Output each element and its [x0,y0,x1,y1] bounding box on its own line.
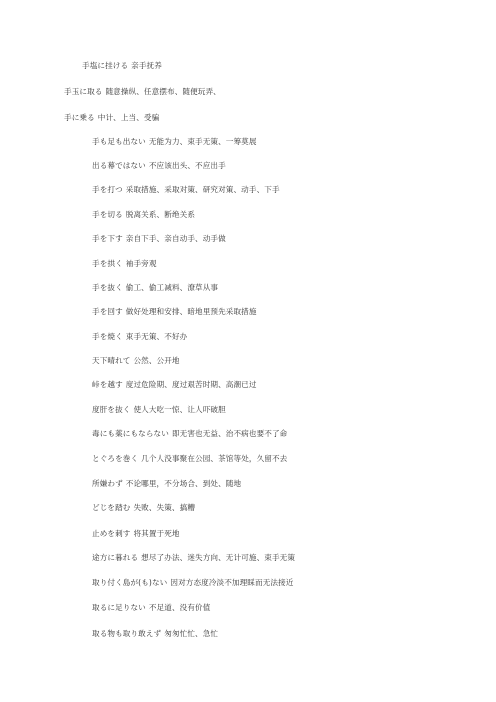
idiom-entry [92,629,218,639]
idiom-entry [92,259,157,269]
idiom-meaning: 中计、上当、受骗 [97,113,160,122]
idiom-entry [92,161,226,171]
idiom-meaning: 因对方态度冷淡不加理睬而无法接近 [170,578,294,587]
idiom-meaning: 做好处理和安排、暗地里预先采取措施 [125,307,257,316]
idiom-meaning: 偷工、偷工减料、潦草从事 [125,283,219,292]
idiom-meaning: 不论哪里，不分场合、到处、随地 [125,479,242,488]
idiom-entry [92,137,257,147]
idiom-entry [92,454,287,464]
idiom-term: 毒にも薬にもならない [92,429,169,438]
idiom-entry [92,578,293,588]
idiom-term: 手塩に挂ける [82,61,129,70]
idiom-term: 手に乗る [64,113,95,122]
idiom-meaning: 使人大吃一惊、让人吓破胆 [133,405,226,414]
idiom-entry [92,283,218,293]
idiom-meaning: 几个人没事聚在公园、茶馆等处，久留不去 [141,454,288,463]
idiom-entry [64,113,159,123]
idiom-term: 手玉に取る [64,87,103,96]
idiom-term: 手も足も出ない [92,137,146,146]
idiom-entry [92,307,257,317]
idiom-meaning: 公然、公开地 [133,356,180,365]
idiom-meaning: 无能为力、束手无策、一筹莫展 [148,137,257,146]
idiom-term: 手を焼く [92,332,123,341]
idiom-entry [92,210,195,220]
idiom-meaning: 随意操纵、任意摆布、随便玩弄、 [105,87,221,96]
idiom-term: 手を下す [92,234,123,243]
idiom-meaning: 不应该出头、不应出手 [148,161,226,170]
idiom-meaning: 亲手抚养 [131,61,162,70]
idiom-term: とぐろを巻く [92,454,139,463]
idiom-meaning: 想尽了办法、迷失方向、无计可施、束手无策 [141,553,296,562]
idiom-entry [92,405,226,415]
idiom-meaning: 亲自下手、亲自动手、动手做 [125,234,226,243]
idiom-term: 手を打つ [92,185,123,194]
idiom-entry [82,61,162,71]
idiom-meaning: 匆匆忙忙、急忙 [164,629,219,638]
idiom-meaning: 度过危险期、度过艰苦时期、高潮已过 [125,380,257,389]
idiom-entry [92,380,257,390]
idiom-term: 取るに足りない [92,603,146,612]
idiom-term: 出る幕ではない [92,161,146,170]
idiom-meaning: 袖手旁观 [125,259,157,268]
idiom-entry [92,234,226,244]
idiom-meaning: 采取措施、采取对策、研究对策、动手、下手 [125,185,280,194]
idiom-meaning: 失败、失策、搞糟 [133,503,196,512]
idiom-term: 取り付く島が(も)ない [92,578,168,587]
idiom-entry [64,87,221,97]
idiom-term: 手を回す [92,307,123,316]
idiom-meaning: 即无害也无益、治不病也要不了命 [171,429,288,438]
idiom-entry [92,356,180,366]
idiom-term: どじを踏む [92,503,131,512]
idiom-entry [92,503,195,513]
idiom-meaning: 不足道、没有价值 [148,603,211,612]
idiom-term: 途方に暮れる [92,553,139,562]
idiom-term: 手を切る [92,210,123,219]
idiom-term: 度肝を抜く [92,405,131,414]
idiom-entry [92,529,180,539]
idiom-term: 手を抜く [92,283,123,292]
idiom-term: 所嫌わず [92,479,123,488]
idiom-entry [92,332,187,342]
idiom-entry [92,603,210,613]
idiom-entry [92,553,295,563]
idiom-term: 峠を越す [92,380,123,389]
idiom-meaning: 脱离关系、断绝关系 [125,210,196,219]
idiom-meaning: 束手无策、不好办 [125,332,188,341]
idiom-term: 止めを刺す [92,529,131,538]
idiom-entry [92,185,280,195]
idiom-entry [92,479,241,489]
idiom-term: 取る物も取り敢えず [92,629,162,638]
idiom-term: 手を拱く [92,259,123,268]
idiom-meaning: 将其置于死地 [133,529,180,538]
idiom-term: 天下晴れて [92,356,131,365]
idiom-entry [92,429,287,439]
